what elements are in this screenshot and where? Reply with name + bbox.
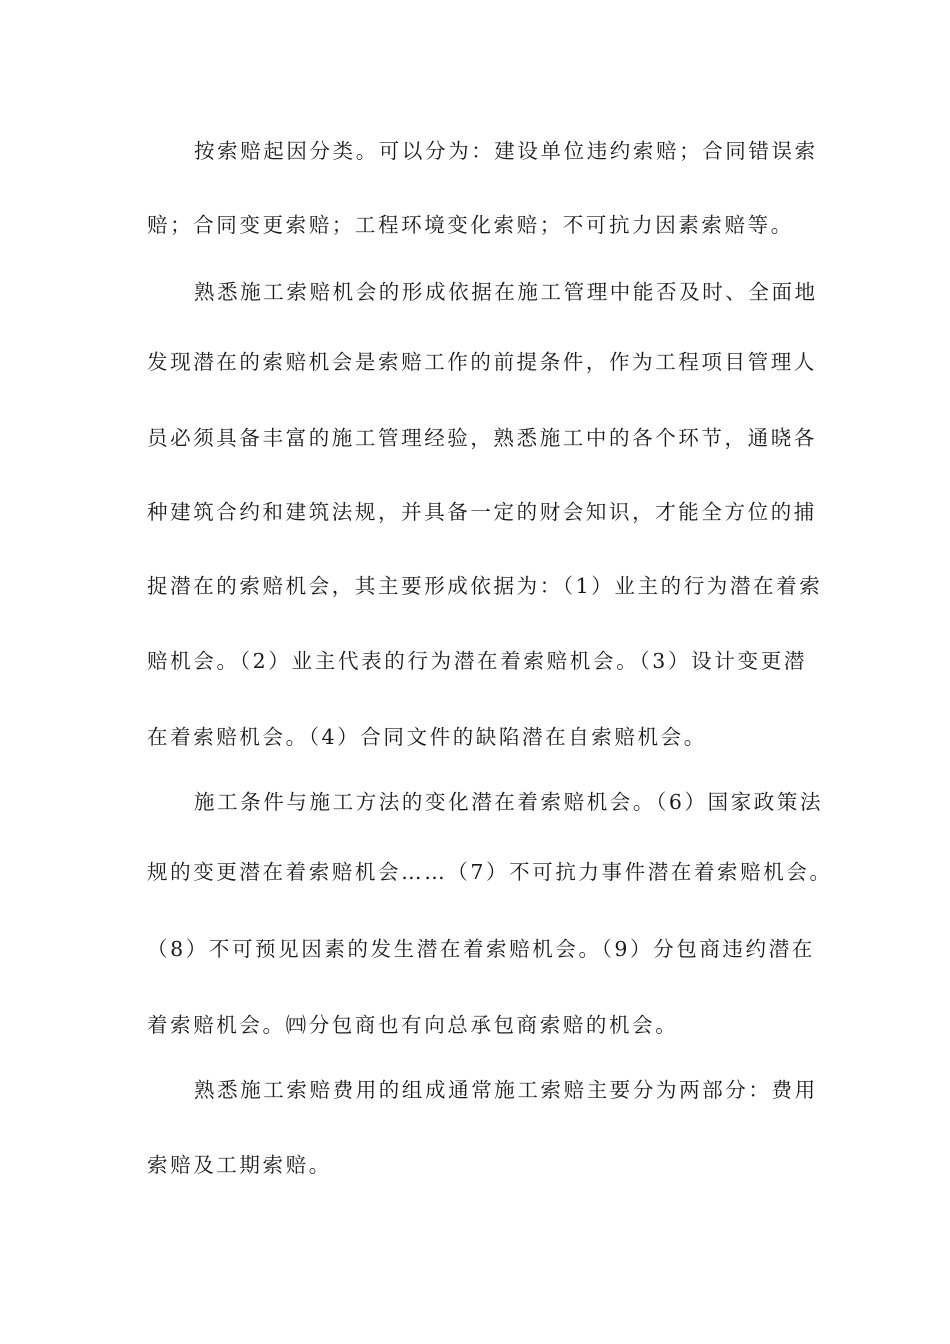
paragraph-2-line-2: 发现潜在的索赔机会是索赔工作的前提条件，作为工程项目管理人 [147, 350, 817, 374]
paragraph-4-line-2: 索赔及工期索赔。 [147, 1153, 332, 1177]
paragraph-2-line-3: 员必须具备丰富的施工管理经验，熟悉施工中的各个环节，通晓各 [147, 426, 817, 450]
paragraph-3-line-2: 规的变更潜在着索赔机会……（7）不可抗力事件潜在着索赔机会。 [147, 860, 833, 884]
paragraph-4-line-1: 熟悉施工索赔费用的组成通常施工索赔主要分为两部分：费用 [194, 1078, 818, 1102]
paragraph-2-line-7: 在着索赔机会。（4）合同文件的缺陷潜在自索赔机会。 [147, 725, 707, 749]
paragraph-3-line-4: 着索赔机会。㈣分包商也有向总承包商索赔的机会。 [147, 1013, 679, 1037]
paragraph-1-line-2: 赔；合同变更索赔；工程环境变化索赔；不可抗力因素索赔等。 [147, 213, 794, 237]
paragraph-3-line-3: （8）不可预见因素的发生潜在着索赔机会。（9）分包商违约潜在 [147, 937, 815, 961]
paragraph-1-line-1: 按索赔起因分类。可以分为：建设单位违约索赔；合同错误索 [194, 139, 818, 163]
paragraph-2-line-6: 赔机会。（2）业主代表的行为潜在着索赔机会。（3）设计变更潜 [147, 649, 807, 673]
paragraph-2-line-5: 捉潜在的索赔机会，其主要形成依据为：（1）业主的行为潜在着索 [147, 574, 823, 598]
paragraph-2-line-1: 熟悉施工索赔机会的形成依据在施工管理中能否及时、全面地 [194, 280, 818, 304]
paragraph-2-line-4: 种建筑合约和建筑法规，并具备一定的财会知识，才能全方位的捕 [147, 500, 817, 524]
paragraph-3-line-1: 施工条件与施工方法的变化潜在着索赔机会。（6）国家政策法 [194, 790, 824, 814]
